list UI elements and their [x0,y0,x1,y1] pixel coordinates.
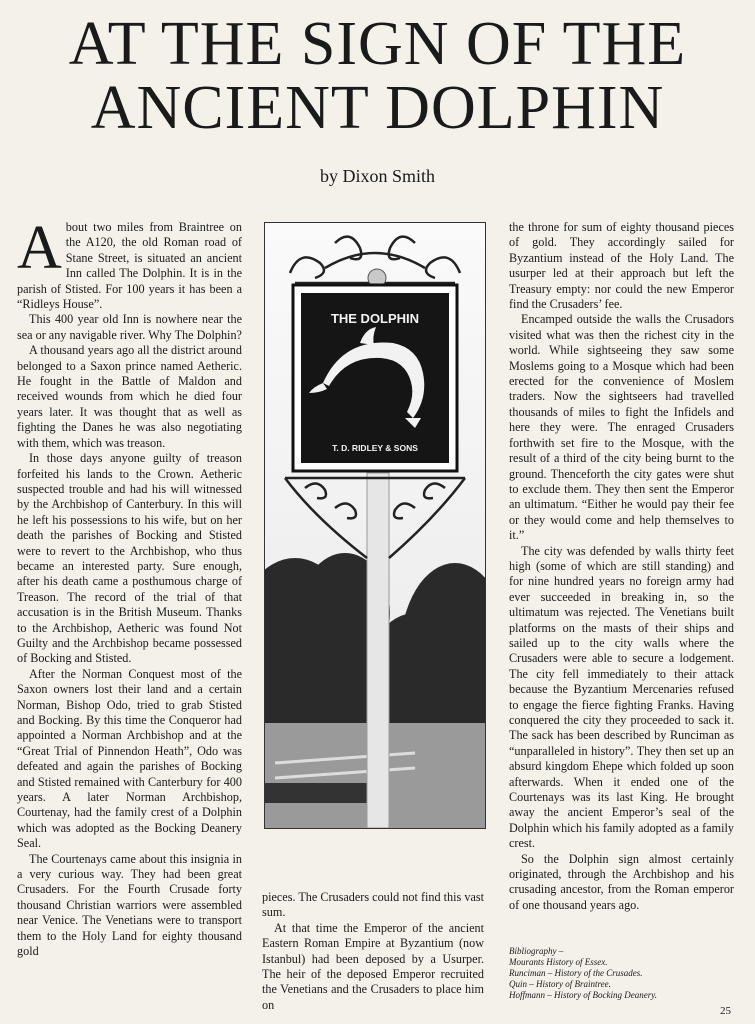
column-1 [17,214,242,960]
paragraph: the throne for sum of eighty thousand pieces of gold. They accordingly sailed for Byzantium instead of the Holy Land. The usurper led at their approach but left the Treasury empty: nor could the new Emperor find the Crusaders’ fee. [509,220,734,312]
byline: by Dixon Smith [319,166,435,186]
paragraph: In those days anyone guilty of treason forfeited his lands to the Crown. Aetheric suspected trouble and had his will witnessed by the Archbishop of Canterbury. In this will he left his possessions to his wife, but on her death the parishes of Bocking and Stisted were to revert to the Archbishop, who thus became an interested party. Sure enough, after his death came a posthumous charge of Treason. The record of the trial of that accusation is in the British Museum. Thanks to the Archbishop, Aetheric was found Not Guilty and the Archbishop became possessed of Bocking and Stisted. [17,451,242,666]
paragraph: At that time the Emperor of the ancient Eastern Roman Empire at Byzantium (now Istanbul) had been deposed by a Usurper. The heir of the deposed Emperor recruited the Venetians and the Crusaders to place him on [262,920,484,1012]
pub-sign-photo [264,222,486,829]
bibliography-entry: Runciman – History of the Crusades. [509,968,643,978]
bibliography-entry: Mourants History of Essex. [509,957,608,967]
title-line-1: AT THE SIGN OF THE [68,10,687,78]
paragraph: About two miles from Braintree on the A120, the old Roman road of Stane Street, is situated an ancient Inn called The Dolphin. It is in the parish of Stisted. For 100 years it has been a “Ridleys House”. [17,214,242,312]
sign-maker: T. D. RIDLEY & SONS [332,443,418,453]
column-2 [262,890,484,1013]
paragraph: A thousand years ago all the district around belonged to a Saxon prince named Aetheric. He fought in the Battle of Maldon and received wounds from which he died four years later. It was thought that as well as fighting the Danes he was also negotiating with them, which was treason. [17,343,242,450]
article-title [0,12,755,140]
bibliography-heading: Bibliography – [509,946,564,956]
pub-sign-illustration [265,223,485,828]
paragraph: pieces. The Crusaders could not find this vast sum. [262,890,484,920]
bibliography-entry: Quin – History of Braintree. [509,979,611,989]
column-3 [509,220,734,913]
paragraph: The Courtenays came about this insignia in a very curious way. They had been great Crusaders. For the Fourth Crusade forty thousand Christian warriors were assembled near Venice. The Venetians were to transport them to the Holy Land for eighty thousand gold [17,851,242,959]
paragraph: After the Norman Conquest most of the Saxon owners lost their land and a certain Norman, Bishop Odo, tried to grab Stisted and Bocking. By this time the Conqueror had appointed a Norman Archbishop and at the “Great Trial of Pinnendon Heath”, Odo was defeated and again the parishes of Bocking and Stisted remained with Canterbury for 400 years. A later Norman Archbishop, Courtenay, had the family crest of a Dolphin which was adopted as the Bocking Deanery Seal. [17,666,242,851]
bibliography [509,946,734,1001]
paragraph: The city was defended by walls thirty feet high (some of which are still standing) and for nine hundred years no foreign army had ever succeeded in breaking in, so the ultimatum was rejected. The Venetians built platforms on the masts of their ships and sailed up to the city walls where the Crusaders were able to secure a lodgement. The city fell immediately to their attack because the Byzantium Mercenaries refused to engage the fierce fighting Franks. Having conquered the city they proceeded to sack it. The sack has been described by Runciman as “unparalleled in history”. They then set up an absurd kingdom Ehepe which folded up soon afterwards. When it ended one of the Courtenays was its last King. He brought away the ancient Emperor’s seal of the Dolphin which his family adopted as a family crest. [509,543,734,851]
bibliography-entry: Hoffmann – History of Bocking Deanery. [509,990,657,1000]
page-number: 25 [720,1005,731,1017]
paragraph: This 400 year old Inn is nowhere near the sea or any navigable river. Why The Dolphin? [17,312,242,342]
paragraph: Encamped outside the walls the Crusadors visited what was then the richest city in the world. While sightseeing they saw some Moslems going to a Mosque which had been erected for the convenience of Moslem traders. Now the sightseers had travelled thousands of miles to fight the Infidels and here they were. The enraged Crusaders forthwith set fire to the Mosque, with the result of a third of the city being burnt to the ground. Thenceforth the city gates were shut to exclude them. They then sent the Emperor an ultimatum. “Either he would pay their fee or they would come and help themselves to it.” [509,312,734,543]
title-line-2: ANCIENT DOLPHIN [90,74,665,142]
paragraph: So the Dolphin sign almost certainly originated, through the Archbishop and his crusading ancestor, from the Roman emperor of one thousand years ago. [509,851,734,912]
sign-name: THE DOLPHIN [330,311,420,326]
drop-cap: A [17,214,62,282]
